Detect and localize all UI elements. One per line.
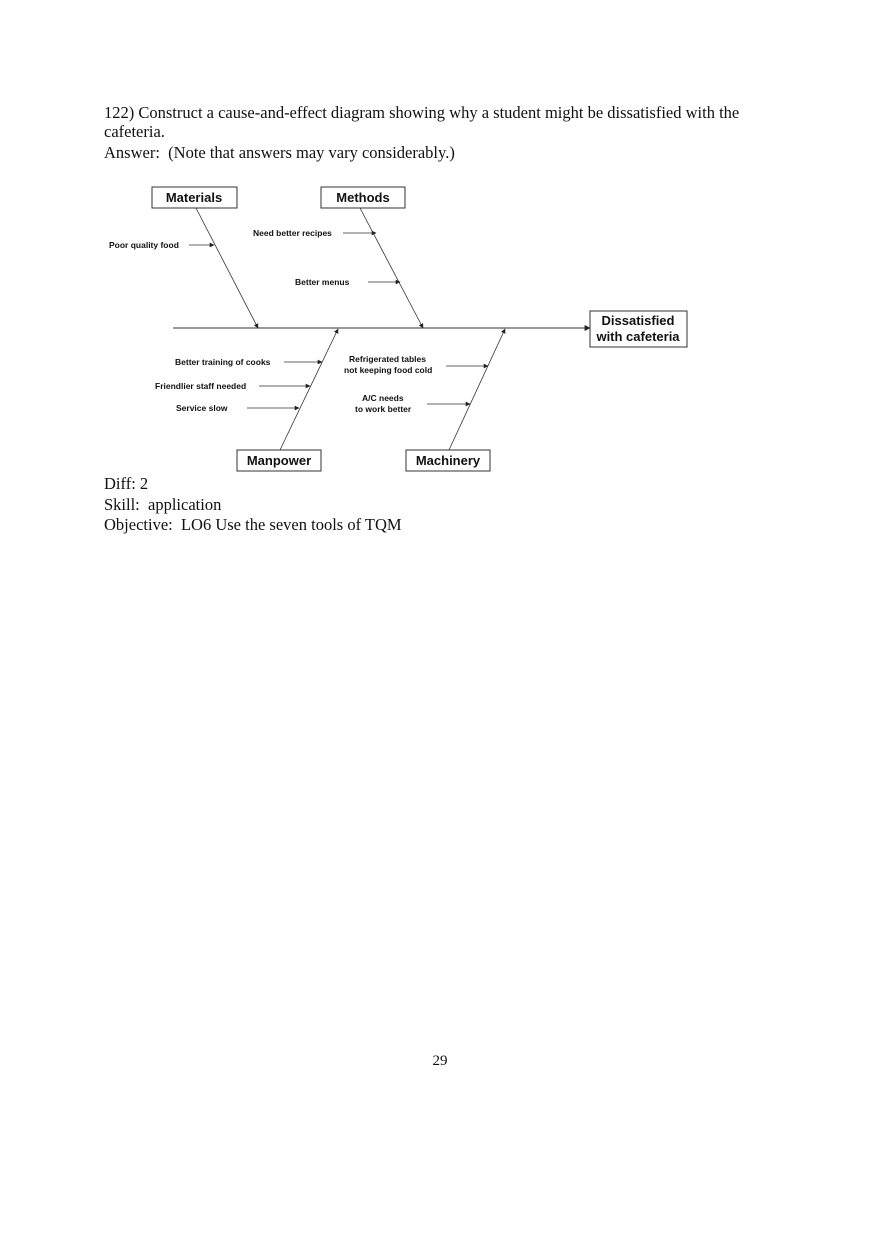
answer-note: Answer: (Note that answers may vary considerably.) (104, 143, 455, 162)
cause-better-training (175, 357, 322, 367)
objective-text: Objective: LO6 Use the seven tools of TQM (104, 515, 402, 534)
question-text: 122) Construct a cause-and-effect diagram showing why a student might be dissatisfied with the cafeteria. (104, 103, 740, 141)
cause-label: Poor quality food (109, 240, 179, 250)
manpower-label: Manpower (246, 453, 312, 468)
materials-label: Materials (165, 190, 223, 205)
machinery-branch (406, 329, 505, 471)
page-number: 29 (432, 1053, 448, 1069)
methods-branch (321, 187, 423, 328)
materials-branch (152, 187, 258, 328)
cause-label: Better menus (295, 277, 350, 287)
cause-better-menus (295, 277, 400, 287)
cause-label-line1: A/C needs (362, 393, 404, 403)
cause-label-line2: not keeping food cold (344, 365, 433, 375)
cause-need-better-recipes (253, 228, 376, 238)
cause-label: Service slow (176, 403, 228, 413)
cause-refrigerated-tables (344, 354, 488, 375)
cause-label-line2: to work better (355, 404, 412, 414)
cause-label: Need better recipes (253, 228, 332, 238)
cause-and-effect-diagram (0, 0, 880, 480)
effect-box (590, 311, 687, 347)
cause-label: Friendlier staff needed (155, 381, 247, 391)
skill-text: Skill: application (104, 495, 222, 514)
difficulty-text: Diff: 2 (104, 474, 149, 493)
cause-ac-needs (355, 393, 470, 414)
cause-service-slow (176, 403, 299, 413)
machinery-label: Machinery (415, 453, 481, 468)
effect-label-line2: with cafeteria (596, 329, 680, 344)
effect-label-line1: Dissatisfied (601, 313, 675, 328)
methods-label: Methods (336, 190, 390, 205)
cause-friendlier-staff (155, 381, 310, 391)
cause-label-line1: Refrigerated tables (349, 354, 426, 364)
cause-label: Better training of cooks (175, 357, 271, 367)
cause-poor-quality-food (109, 240, 214, 250)
manpower-branch (237, 329, 338, 471)
